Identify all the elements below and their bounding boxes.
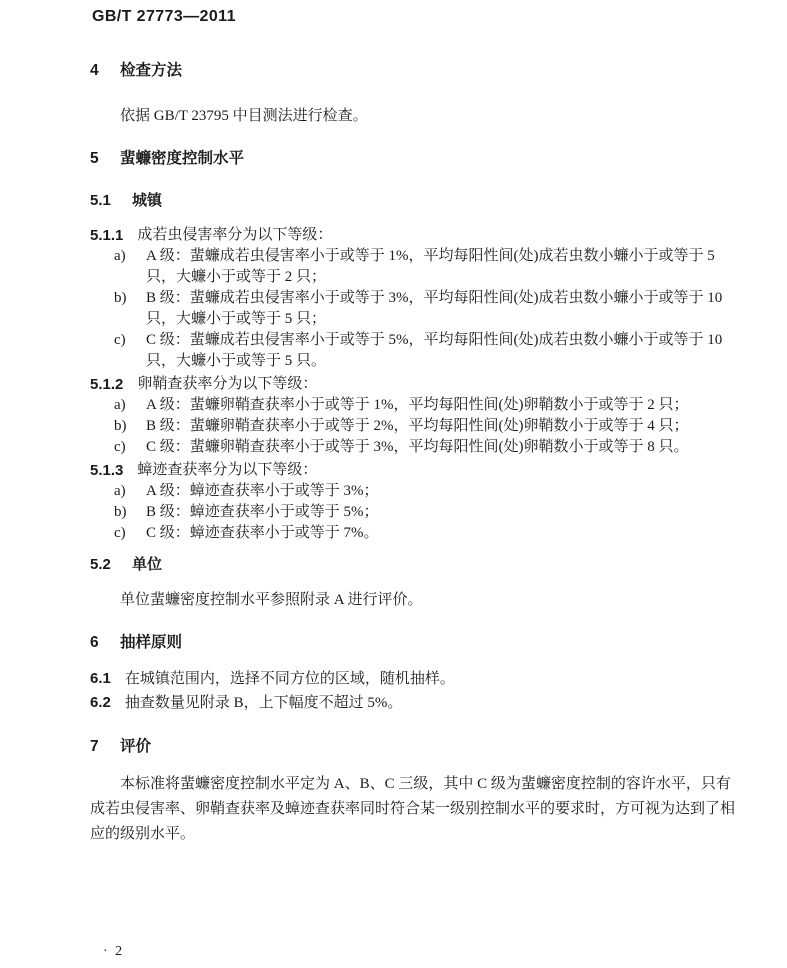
list-marker: a) [114, 397, 126, 413]
section-number: 5.2 [90, 556, 111, 573]
list-item [114, 502, 742, 523]
list-item [114, 437, 742, 458]
section-title: 评价 [120, 738, 152, 755]
list-item [114, 416, 742, 437]
section-4-heading [90, 60, 742, 82]
list-marker: c) [114, 439, 126, 455]
clause-text: 蟑迹查获率分为以下等级： [137, 462, 318, 478]
section-5-1-heading [90, 190, 742, 212]
list-item [114, 481, 742, 502]
clause-5-1-1 [90, 225, 742, 246]
clause-text: 卵鞘查获率分为以下等级： [137, 376, 318, 392]
section-number: 6 [90, 634, 99, 651]
section-6-heading [90, 632, 742, 654]
list-item [114, 246, 742, 288]
list-item-text: C 级：蜚蠊成若虫侵害率小于或等于 5%，平均每阳性间(处)成若虫数小蠊小于或等于 10 只，大蠊小于或等于 5 只。 [146, 332, 723, 369]
section-4-paragraph: 依据 GB/T 23795 中目测法进行检查。 [120, 108, 368, 124]
section-title: 抽样原则 [120, 634, 183, 651]
clause-5-1-2 [90, 374, 742, 395]
section-number: 5 [90, 150, 99, 167]
clause-number: 5.1.1 [90, 227, 124, 244]
list-item-text: C 级：蜚蠊卵鞘查获率小于或等于 3%，平均每阳性间(处)卵鞘数小于或等于 8 只。 [146, 439, 689, 455]
list-marker: b) [114, 418, 127, 434]
page-number: · 2 [103, 944, 125, 959]
clause-number: 6.1 [90, 670, 111, 687]
section-number: 4 [90, 62, 99, 79]
list-item-text: A 级：蟑迹查获率小于或等于 3%； [146, 483, 379, 499]
list-item-text: A 级：蜚蠊成若虫侵害率小于或等于 1%，平均每阳性间(处)成若虫数小蠊小于或等于 5 只，大蠊小于或等于 2 只； [146, 248, 715, 285]
list-item-text: C 级：蟑迹查获率小于或等于 7%。 [146, 525, 379, 541]
document-body [90, 52, 742, 847]
clause-5-1-3-list [114, 481, 742, 544]
list-marker: b) [114, 290, 127, 306]
clause-number: 5.1.2 [90, 376, 124, 393]
standard-number: GB/T 27773—2011 [92, 8, 236, 25]
clause-6-1 [90, 668, 742, 690]
list-item-text: A 级：蜚蠊卵鞘查获率小于或等于 1%，平均每阳性间(处)卵鞘数小于或等于 2 只； [146, 397, 689, 413]
list-marker: b) [114, 504, 127, 520]
section-5-heading [90, 148, 742, 170]
section-title: 蜚蠊密度控制水平 [120, 150, 245, 167]
section-title: 检查方法 [120, 62, 183, 79]
clause-6-2 [90, 692, 742, 714]
clause-text: 成若虫侵害率分为以下等级： [137, 227, 333, 243]
clause-5-1-2-list [114, 395, 742, 458]
clause-text: 在城镇范围内，选择不同方位的区域，随机抽样。 [124, 671, 455, 687]
section-7-heading [90, 736, 742, 758]
list-marker: a) [114, 248, 126, 264]
clause-text: 抽查数量见附录 B，上下幅度不超过 5%。 [124, 695, 403, 711]
clause-number: 6.2 [90, 694, 111, 711]
list-item [114, 330, 742, 372]
list-item-text: B 级：蜚蠊成若虫侵害率小于或等于 3%，平均每阳性间(处)成若虫数小蠊小于或等于 10 只，大蠊小于或等于 5 只； [146, 290, 723, 327]
list-item [114, 523, 742, 544]
clause-5-1-1-list [114, 246, 742, 372]
section-number: 7 [90, 738, 99, 755]
list-marker: c) [114, 525, 126, 541]
section-title: 单位 [132, 556, 163, 573]
list-item [114, 395, 742, 416]
section-title: 城镇 [132, 192, 163, 209]
list-item-text: B 级：蜚蠊卵鞘查获率小于或等于 2%，平均每阳性间(处)卵鞘数小于或等于 4 只； [146, 418, 689, 434]
list-marker: c) [114, 332, 126, 348]
section-5-2-paragraph: 单位蜚蠊密度控制水平参照附录 A 进行评价。 [120, 592, 423, 608]
list-item [114, 288, 742, 330]
section-number: 5.1 [90, 192, 111, 209]
clause-number: 5.1.3 [90, 462, 124, 479]
list-marker: a) [114, 483, 126, 499]
section-7-paragraph: 本标准将蜚蠊密度控制水平定为 A、B、C 三级，其中 C 级为蜚蠊密度控制的容许水平，只有成若虫侵害率、卵鞘查获率及蟑迹查获率同时符合某一级别控制水平的要求时，方可视为达到了相应的级别水平。 [90, 776, 736, 842]
section-5-2-heading [90, 554, 742, 576]
list-item-text: B 级：蟑迹查获率小于或等于 5%； [146, 504, 379, 520]
clause-5-1-3 [90, 460, 742, 481]
